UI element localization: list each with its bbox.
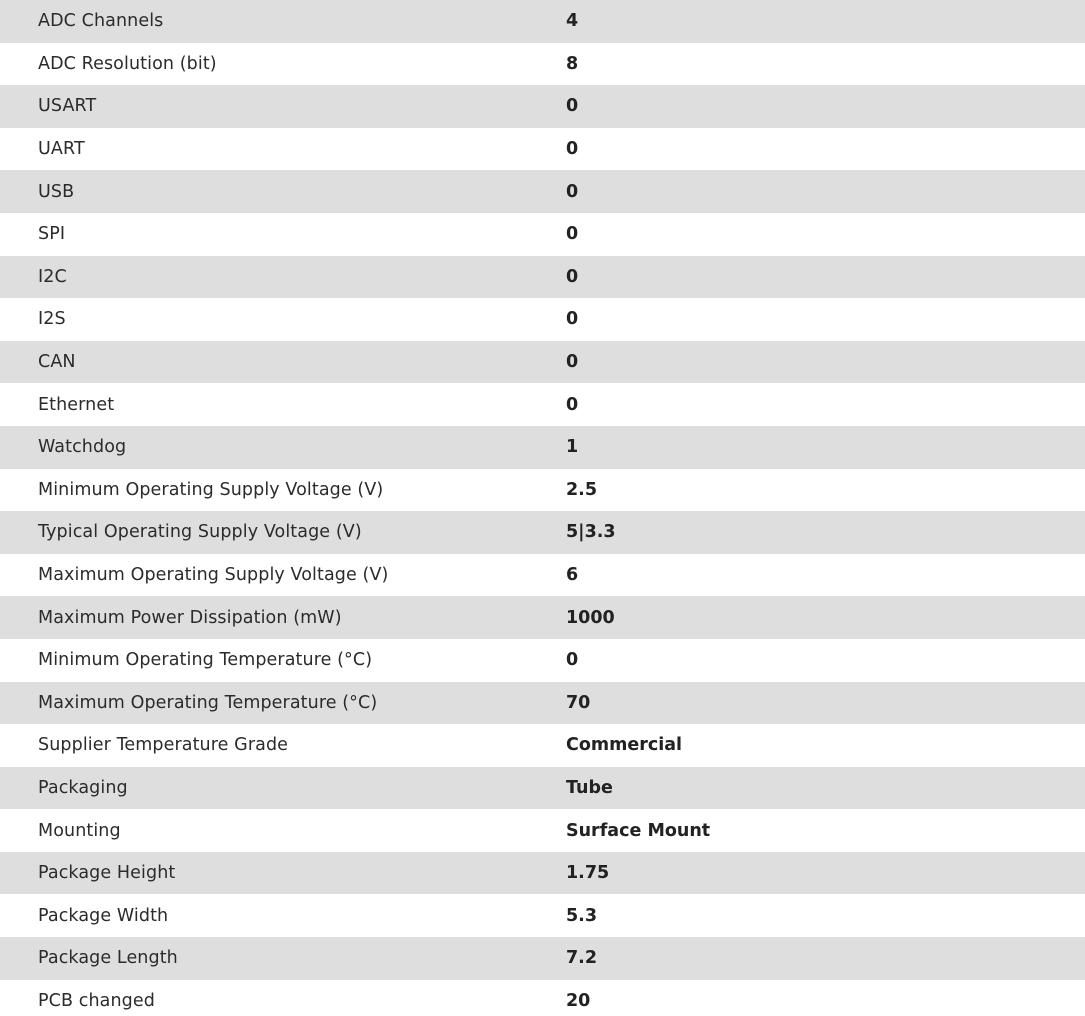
spec-row-mounting	[0, 809, 1085, 852]
spec-row-package-length	[0, 937, 1085, 980]
spec-label: Supplier Temperature Grade	[38, 735, 289, 756]
spec-row-package-width	[0, 894, 1085, 937]
spec-row-packaging	[0, 767, 1085, 810]
spec-value: 0	[566, 181, 579, 202]
spec-label: Ethernet	[38, 394, 115, 415]
spec-row-max-power-dissipation	[0, 596, 1085, 639]
spec-label: Minimum Operating Temperature (°C)	[38, 650, 373, 671]
spec-label: PCB changed	[38, 990, 155, 1011]
spec-value: 0	[566, 394, 579, 415]
spec-label: Package Width	[38, 905, 169, 926]
spec-label: Maximum Power Dissipation (mW)	[38, 607, 342, 628]
spec-row-pcb-changed	[0, 980, 1085, 1016]
spec-value: Surface Mount	[566, 820, 711, 841]
spec-value: Tube	[566, 777, 613, 798]
spec-label: Maximum Operating Temperature (°C)	[38, 692, 378, 713]
spec-row-uart	[0, 128, 1085, 171]
spec-label: UART	[38, 139, 85, 160]
spec-value: 5.3	[566, 905, 598, 926]
spec-value: 0	[566, 309, 579, 330]
spec-row-max-operating-temp	[0, 682, 1085, 725]
spec-row-usart	[0, 85, 1085, 128]
spec-value: 70	[566, 692, 591, 713]
spec-value: 0	[566, 139, 579, 160]
spec-row-max-supply-voltage	[0, 554, 1085, 597]
spec-row-min-operating-temp	[0, 639, 1085, 682]
spec-row-temperature-grade	[0, 724, 1085, 767]
spec-value: 7.2	[566, 948, 598, 969]
spec-label: ADC Resolution (bit)	[38, 53, 217, 74]
spec-label: ADC Channels	[38, 11, 164, 32]
spec-label: Packaging	[38, 777, 128, 798]
spec-value: Commercial	[566, 735, 683, 756]
spec-row-can	[0, 341, 1085, 384]
spec-value: 0	[566, 650, 579, 671]
spec-row-ethernet	[0, 383, 1085, 426]
spec-row-adc-channels	[0, 0, 1085, 43]
spec-value: 1	[566, 437, 579, 458]
spec-value: 5|3.3	[566, 522, 616, 543]
spec-row-min-supply-voltage	[0, 469, 1085, 512]
spec-value: 1.75	[566, 863, 610, 884]
spec-row-usb	[0, 170, 1085, 213]
spec-label: I2S	[38, 309, 66, 330]
spec-row-i2s	[0, 298, 1085, 341]
spec-label: USB	[38, 181, 75, 202]
spec-label: Maximum Operating Supply Voltage (V)	[38, 565, 389, 586]
spec-row-watchdog	[0, 426, 1085, 469]
spec-row-package-height	[0, 852, 1085, 895]
spec-row-spi	[0, 213, 1085, 256]
spec-label: I2C	[38, 266, 67, 287]
spec-value: 0	[566, 224, 579, 245]
spec-value: 1000	[566, 607, 615, 628]
spec-label: USART	[38, 96, 97, 117]
spec-row-typ-supply-voltage	[0, 511, 1085, 554]
spec-value: 20	[566, 990, 591, 1011]
spec-label: Package Length	[38, 948, 178, 969]
spec-value: 6	[566, 565, 579, 586]
spec-value: 8	[566, 53, 579, 74]
spec-value: 2.5	[566, 479, 598, 500]
spec-label: Typical Operating Supply Voltage (V)	[38, 522, 362, 543]
spec-row-i2c	[0, 256, 1085, 299]
spec-label: Watchdog	[38, 437, 127, 458]
spec-label: CAN	[38, 352, 76, 373]
spec-value: 0	[566, 352, 579, 373]
spec-value: 4	[566, 11, 579, 32]
spec-label: Mounting	[38, 820, 121, 841]
spec-label: Package Height	[38, 863, 176, 884]
spec-value: 0	[566, 266, 579, 287]
spec-label: SPI	[38, 224, 66, 245]
spec-row-adc-resolution	[0, 43, 1085, 86]
spec-value: 0	[566, 96, 579, 117]
spec-label: Minimum Operating Supply Voltage (V)	[38, 479, 384, 500]
